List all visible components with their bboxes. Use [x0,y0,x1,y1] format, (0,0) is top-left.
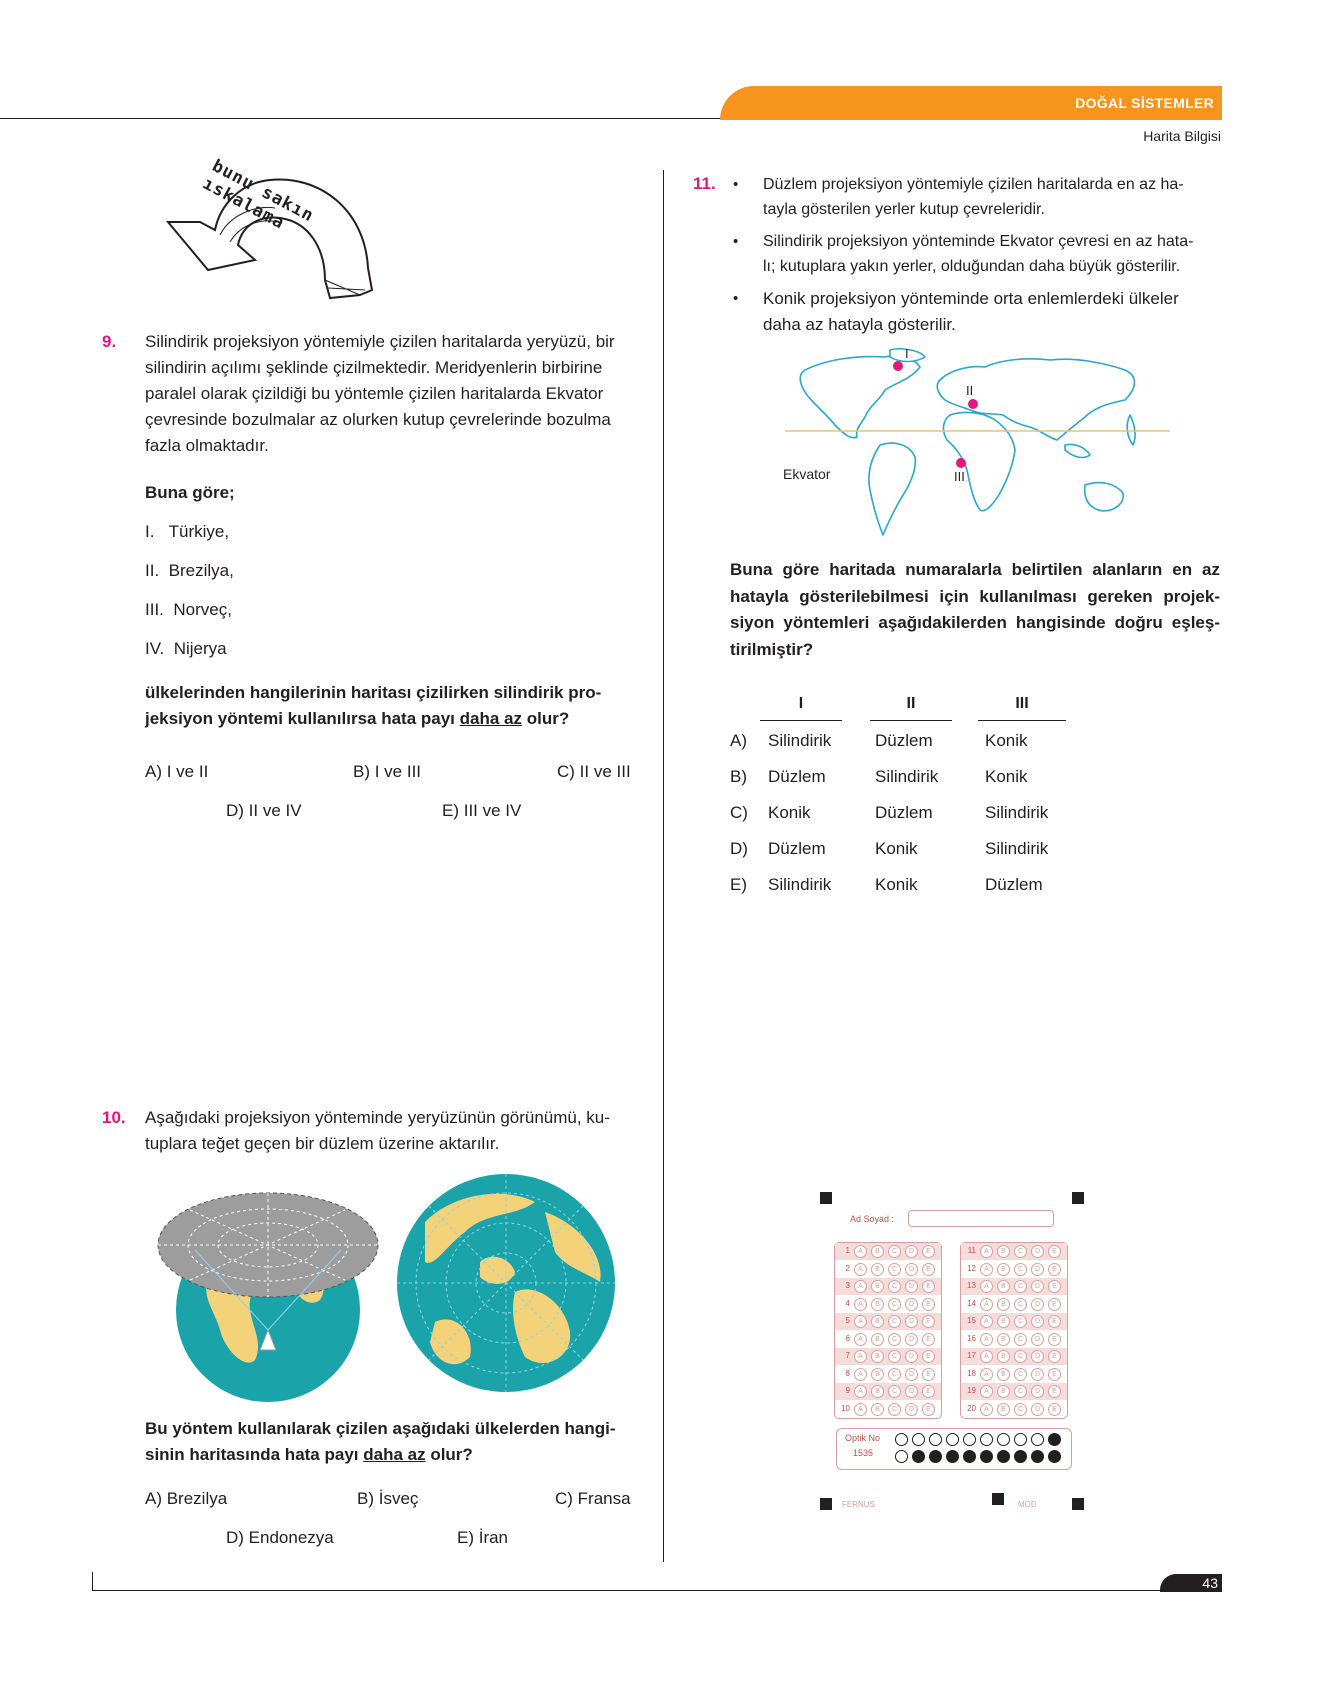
map-label-iii: III [954,469,965,484]
answer-grid-left [834,1242,942,1419]
answer-bubble[interactable]: B [997,1280,1010,1293]
q9-item-text: Norveç, [173,600,232,619]
answer-bubble[interactable]: B [997,1368,1010,1381]
q9-prompt-text: jeksiyon yöntemi kullanılırsa hata payı [145,709,460,728]
name-label: Ad Soyad : [850,1214,895,1224]
q9-line: Silindirik projeksiyon yöntemiyle çizilen haritalarda yeryüzü, bir [145,332,615,351]
answer-bubble[interactable]: C [1014,1368,1027,1381]
answer-row [835,1278,941,1295]
brand-right: MOD [1018,1500,1037,1509]
answer-bubble[interactable]: B [871,1245,884,1258]
answer-bubble[interactable]: D [1031,1315,1044,1328]
answer-row [961,1331,1067,1348]
optic-bubble[interactable] [946,1450,959,1463]
answer-bubble[interactable]: A [854,1385,867,1398]
question-9-number: 9. [102,332,117,351]
answer-bubble[interactable]: A [854,1368,867,1381]
q10-prompt-text: olur? [425,1445,473,1464]
optic-bubble[interactable] [1048,1450,1061,1463]
answer-row [961,1348,1067,1365]
q10-option-e[interactable]: E) İran [457,1528,509,1547]
answer-row-number: 15 [967,1316,976,1325]
answer-row [835,1261,941,1278]
q10-line: Aşağıdaki projeksiyon yönteminde yeryüzünün görünümü, ku- [145,1108,610,1127]
answer-bubble[interactable]: C [888,1350,901,1363]
answer-bubble[interactable]: D [1031,1280,1044,1293]
q9-item-text: Brezilya, [168,561,234,580]
q11-prompt-line: hatayla gösterilebilmesi için kullanılması gereken projek- [730,586,1220,606]
optic-number: 1535 [853,1448,874,1458]
answer-row [961,1243,1067,1260]
q11-option-cell: Konik [985,767,1028,786]
answer-row [835,1383,941,1400]
answer-grid-right [960,1242,1068,1419]
answer-row-number: 19 [967,1386,976,1395]
answer-row-number: 5 [845,1316,850,1325]
q11-bullet-line: Silindirik projeksiyon yönteminde Ekvator çevresi en az hata- [763,233,1194,250]
q9-item [145,558,234,584]
table-header-ii: II [870,695,952,721]
optic-label: Optik No [845,1433,881,1443]
answer-bubble[interactable]: A [980,1350,993,1363]
answer-bubble[interactable]: E [922,1333,935,1346]
q9-item-num: III. [145,600,164,619]
answer-bubble[interactable]: C [888,1403,901,1416]
answer-bubble[interactable]: C [888,1333,901,1346]
answer-row [961,1313,1067,1330]
q11-option-cell: Silindirik [768,731,832,750]
sheet-corner-mark [992,1493,1004,1505]
q9-line: paralel olarak çizildiği bu yöntemle çizilen haritalarda Ekvator [145,384,604,403]
answer-row-number: 1 [845,1246,850,1255]
q9-item [145,636,227,662]
q11-prompt-line: Buna göre haritada numaralarla belirtilen alanların en az [730,560,1220,579]
answer-bubble[interactable]: E [922,1298,935,1311]
q9-prompt-text: olur? [521,709,570,728]
q9-option-b[interactable]: B) I ve III [353,762,422,781]
answer-row-number: 11 [967,1246,976,1255]
q11-option-cell: Düzlem [875,803,933,822]
answer-row-number: 3 [845,1281,850,1290]
answer-bubble[interactable]: A [854,1403,867,1416]
answer-bubble[interactable]: B [871,1280,884,1293]
q11-option-cell: Silindirik [768,875,832,894]
section-tab [720,86,1222,120]
q11-option-cell: Düzlem [768,767,826,786]
q9-prompt-line: ülkelerinden hangilerinin haritası çizilirken silindirik pro- [145,683,602,702]
q11-option-cell: Düzlem [768,839,826,858]
q11-option-label: D) [730,839,748,858]
q11-bullet-line: lı; kutuplara yakın yerler, olduğundan daha büyük gösterilir. [763,258,1181,275]
q11-bullet: • Düzlem projeksiyon yöntemiyle çizilen haritalarda en az ha- tayla gösterilen yerler kutup çevreleridir. [733,172,1223,222]
answer-bubble[interactable]: A [980,1315,993,1328]
answer-bubble[interactable]: A [854,1350,867,1363]
answer-bubble[interactable]: C [1014,1350,1027,1363]
q10-prompt-line: Bu yöntem kullanılarak çizilen aşağıdaki ülkelerden hangi- [145,1419,616,1438]
answer-bubble[interactable]: C [1014,1245,1027,1258]
answer-bubble[interactable]: B [997,1245,1010,1258]
q11-prompt-line: siyon yöntemleri aşağıdakilerden hangisinde doğru eşleş- [730,613,1220,632]
answer-bubble[interactable]: A [854,1315,867,1328]
map-point-ii [968,399,978,409]
answer-bubble[interactable]: A [980,1368,993,1381]
answer-bubble[interactable]: E [1048,1350,1061,1363]
q11-option-cell: Konik [768,803,811,822]
question-9-text [145,329,635,459]
answer-row [835,1348,941,1365]
answer-bubble[interactable]: A [980,1245,993,1258]
answer-bubble[interactable]: B [871,1333,884,1346]
answer-bubble[interactable]: B [997,1263,1010,1276]
q9-item-num: II. [145,561,160,580]
answer-bubble[interactable]: C [888,1368,901,1381]
answer-bubble[interactable]: B [997,1350,1010,1363]
answer-row-number: 10 [841,1403,850,1413]
q10-option-d[interactable]: D) Endonezya [226,1528,334,1547]
optic-bubble[interactable] [946,1433,959,1446]
answer-bubble[interactable]: B [871,1350,884,1363]
q10-prompt-text: sinin haritasında hata payı [145,1445,364,1464]
optic-bubble[interactable] [997,1433,1010,1446]
answer-row [835,1243,941,1260]
answer-bubble[interactable]: D [1031,1298,1044,1311]
q11-option-label: B) [730,767,747,786]
answer-bubble[interactable]: E [922,1315,935,1328]
q9-option-e[interactable]: E) III ve IV [442,801,522,820]
optic-bubble[interactable] [1014,1450,1027,1463]
question-11-prompt [730,557,1220,663]
answer-bubble[interactable]: D [905,1385,918,1398]
answer-bubble[interactable]: C [1014,1385,1027,1398]
q11-option-cell: Silindirik [985,839,1049,858]
equator-label: Ekvator [783,466,831,482]
answer-bubble[interactable]: A [980,1263,993,1276]
answer-row [961,1383,1067,1400]
answer-row-number: 17 [967,1351,976,1360]
column-divider [663,170,664,1562]
answer-bubble[interactable]: A [854,1245,867,1258]
q9-item-text: Türkiye, [168,522,230,541]
answer-bubble[interactable]: E [1048,1245,1061,1258]
answer-bubble[interactable]: E [1048,1315,1061,1328]
answer-bubble[interactable]: D [1031,1245,1044,1258]
map-label-i: I [905,346,909,361]
answer-row-number: 8 [845,1368,850,1378]
answer-bubble[interactable]: C [888,1263,901,1276]
answer-row [961,1296,1067,1313]
optic-bubble[interactable] [929,1450,942,1463]
q11-option-cell: Konik [875,875,918,894]
optic-bubble[interactable] [980,1433,993,1446]
optic-bubble[interactable] [929,1433,942,1446]
answer-bubble[interactable]: A [980,1385,993,1398]
optic-bubble[interactable] [980,1450,993,1463]
answer-row [835,1401,941,1418]
q10-line: tuplara teğet geçen bir düzlem üzerine aktarılır. [145,1134,500,1153]
map-point-i [893,361,903,371]
q11-bullet-line: daha az hatayla gösterilir. [763,315,956,334]
answer-bubble[interactable]: D [905,1263,918,1276]
page-number: 43 [1160,1574,1222,1592]
answer-bubble[interactable]: D [905,1403,918,1416]
q10-prompt-line [145,1442,635,1468]
q11-option-label: C) [730,803,748,822]
answer-bubble[interactable]: A [980,1298,993,1311]
q11-option-cell: Düzlem [985,875,1043,894]
q11-option-cell: Düzlem [875,731,933,750]
answer-row-number: 4 [845,1298,850,1308]
sheet-corner-mark [1072,1498,1084,1510]
q11-option-cell: Silindirik [875,767,939,786]
optic-bubble[interactable] [963,1450,976,1463]
answer-bubble[interactable]: E [922,1263,935,1276]
answer-bubble[interactable]: D [1031,1350,1044,1363]
q11-bullet: • Konik projeksiyon yönteminde orta enlemlerdeki ülkeler daha az hatayla gösterilir. [733,286,1223,338]
answer-row-number: 9 [845,1386,850,1395]
q9-prompt-line [145,706,635,732]
optic-bubble[interactable] [912,1450,925,1463]
answer-bubble[interactable]: D [905,1368,918,1381]
optic-bubble[interactable] [912,1433,925,1446]
q9-option-d[interactable]: D) II ve IV [226,801,302,820]
answer-bubble[interactable]: E [922,1245,935,1258]
answer-row [835,1331,941,1348]
answer-bubble[interactable]: A [854,1333,867,1346]
q9-item [145,597,232,623]
question-10-prompt [145,1416,635,1468]
answer-bubble[interactable]: A [854,1280,867,1293]
answer-row [835,1366,941,1383]
answer-bubble[interactable]: C [1014,1280,1027,1293]
answer-bubble[interactable]: E [922,1385,935,1398]
header-rule [0,118,730,119]
answer-row-number: 16 [967,1333,976,1343]
answer-bubble[interactable]: E [1048,1385,1061,1398]
optic-bubble[interactable] [1031,1433,1044,1446]
answer-bubble[interactable]: A [980,1333,993,1346]
answer-bubble[interactable]: E [1048,1333,1061,1346]
answer-bubble[interactable]: B [871,1263,884,1276]
q11-option-label: E) [730,875,747,894]
world-map [785,345,1170,545]
answer-bubble[interactable]: A [854,1263,867,1276]
answer-bubble[interactable]: D [905,1333,918,1346]
answer-bubble[interactable]: D [905,1350,918,1363]
answer-bubble[interactable]: D [1031,1333,1044,1346]
answer-row-number: 18 [967,1368,976,1378]
sheet-corner-mark [1072,1192,1084,1204]
q11-prompt-line: tirilmiştir? [730,639,814,659]
sheet-corner-mark [820,1498,832,1510]
brand-left: FERNUS [842,1500,875,1509]
q9-option-c[interactable]: C) II ve III [557,762,631,781]
name-input[interactable] [908,1210,1054,1227]
answer-row-number: 14 [967,1298,976,1308]
q11-option-cell: Konik [985,731,1028,750]
optic-bubble[interactable] [895,1433,908,1446]
answer-bubble[interactable]: E [922,1368,935,1381]
q10-option-c[interactable]: C) Fransa [555,1489,631,1508]
subsection-title: Harita Bilgisi [1143,128,1221,144]
q9-item [145,519,229,545]
answer-bubble[interactable]: A [854,1298,867,1311]
answer-bubble[interactable]: C [888,1245,901,1258]
answer-row [961,1401,1067,1418]
answer-row-number: 7 [845,1351,850,1360]
azimuthal-projection-plane-illustration [155,1190,385,1405]
answer-bubble[interactable]: E [1048,1298,1061,1311]
answer-bubble[interactable]: B [997,1403,1010,1416]
q11-bullet-line: Konik projeksiyon yönteminde orta enlemlerdeki ülkeler [763,289,1179,308]
optic-bubble[interactable] [895,1450,908,1463]
table-header-i: I [760,695,842,721]
answer-row-number: 20 [967,1403,976,1413]
question-9-prompt [145,680,635,732]
answer-bubble[interactable]: C [1014,1263,1027,1276]
q9-option-a[interactable]: A) I ve II [145,762,209,781]
answer-bubble[interactable]: E [1048,1280,1061,1293]
answer-bubble[interactable]: C [888,1385,901,1398]
question-10-text [145,1105,635,1157]
q10-prompt-emphasis: daha az [363,1445,426,1464]
answer-bubble[interactable]: C [888,1280,901,1293]
answer-bubble[interactable]: A [980,1403,993,1416]
q9-line: çevresinde bozulmalar az olurken kutup çevrelerinde bozulma [145,410,611,429]
answer-bubble[interactable]: D [905,1245,918,1258]
sheet-corner-mark [820,1192,832,1204]
answer-bubble[interactable]: C [888,1315,901,1328]
sticker-text: bunu sakın ıskalama [199,156,318,234]
q11-bullet: • Silindirik projeksiyon yönteminde Ekvator çevresi en az hata- lı; kutuplara yakın yerler, olduğundan daha büyük gösterilir. [733,229,1223,279]
answer-bubble[interactable]: D [905,1280,918,1293]
answer-bubble[interactable]: E [922,1280,935,1293]
answer-bubble[interactable]: D [1031,1368,1044,1381]
optic-bubble[interactable] [1014,1433,1027,1446]
answer-bubble[interactable]: B [871,1403,884,1416]
answer-bubble[interactable]: A [980,1280,993,1293]
q9-line: fazla olmaktadır. [145,436,269,455]
map-point-iii [956,458,966,468]
answer-bubble[interactable]: B [997,1315,1010,1328]
answer-bubble[interactable]: C [1014,1298,1027,1311]
optic-bubble[interactable] [1031,1450,1044,1463]
answer-bubble[interactable]: B [997,1385,1010,1398]
q10-option-b[interactable]: B) İsveç [357,1489,419,1508]
optical-answer-sheet [820,1192,1086,1517]
answer-bubble[interactable]: C [888,1298,901,1311]
q10-option-a[interactable]: A) Brezilya [145,1489,228,1508]
answer-bubble[interactable]: B [871,1298,884,1311]
q11-option-label: A) [730,731,747,750]
q11-option-cell: Silindirik [985,803,1049,822]
optic-number-box [836,1428,1072,1470]
optic-bubbles [895,1433,1071,1467]
answer-row-number: 6 [845,1333,850,1343]
answer-bubble[interactable]: E [1048,1263,1061,1276]
answer-row [961,1278,1067,1295]
answer-bubble[interactable]: D [905,1315,918,1328]
answer-bubble[interactable]: B [871,1315,884,1328]
q9-item-text: Nijerya [173,639,227,658]
footer-tick [92,1572,93,1591]
q9-prompt-emphasis: daha az [459,709,522,728]
answer-bubble[interactable]: B [997,1333,1010,1346]
q11-bullet-line: Düzlem projeksiyon yöntemiyle çizilen haritalarda en az ha- [763,176,1184,193]
q11-option-cell: Konik [875,839,918,858]
answer-row [835,1296,941,1313]
answer-row [961,1261,1067,1278]
answer-row-number: 13 [967,1281,976,1290]
answer-row-number: 2 [845,1263,850,1273]
footer-rule [92,1590,1222,1591]
question-10-number: 10. [102,1108,126,1127]
q9-item-num: IV. [145,639,165,658]
optic-bubble[interactable] [997,1450,1010,1463]
answer-bubble[interactable]: D [1031,1263,1044,1276]
question-11-number: 11. [693,174,716,193]
answer-bubble[interactable]: B [997,1298,1010,1311]
answer-bubble[interactable]: D [1031,1385,1044,1398]
optic-bubble[interactable] [963,1433,976,1446]
answer-bubble[interactable]: B [871,1368,884,1381]
q11-bullets [733,172,1223,338]
table-header-iii: III [978,695,1066,721]
answer-bubble[interactable]: E [922,1403,935,1416]
optic-bubble[interactable] [1048,1433,1061,1446]
answer-bubble[interactable]: E [1048,1368,1061,1381]
polar-azimuthal-globe [395,1172,617,1394]
answer-bubble[interactable]: E [1048,1403,1061,1416]
answer-bubble[interactable]: C [1014,1403,1027,1416]
answer-bubble[interactable]: D [1031,1403,1044,1416]
answer-bubble[interactable]: C [1014,1333,1027,1346]
answer-row-number: 12 [967,1263,976,1273]
question-9-lead: Buna göre; [145,483,235,502]
map-label-ii: II [966,383,974,398]
section-title: DOĞAL SİSTEMLER [1075,95,1214,111]
answer-row [835,1313,941,1330]
answer-bubble[interactable]: B [871,1385,884,1398]
answer-row [961,1366,1067,1383]
answer-bubble[interactable]: E [922,1350,935,1363]
answer-bubble[interactable]: D [905,1298,918,1311]
q11-bullet-line: tayla gösterilen yerler kutup çevreleridir. [763,201,1045,218]
q9-line: silindirin açılımı şeklinde çizilmektedir. Meridyenlerin birbirine [145,358,603,377]
answer-bubble[interactable]: C [1014,1315,1027,1328]
q9-item-num: I. [145,522,155,541]
